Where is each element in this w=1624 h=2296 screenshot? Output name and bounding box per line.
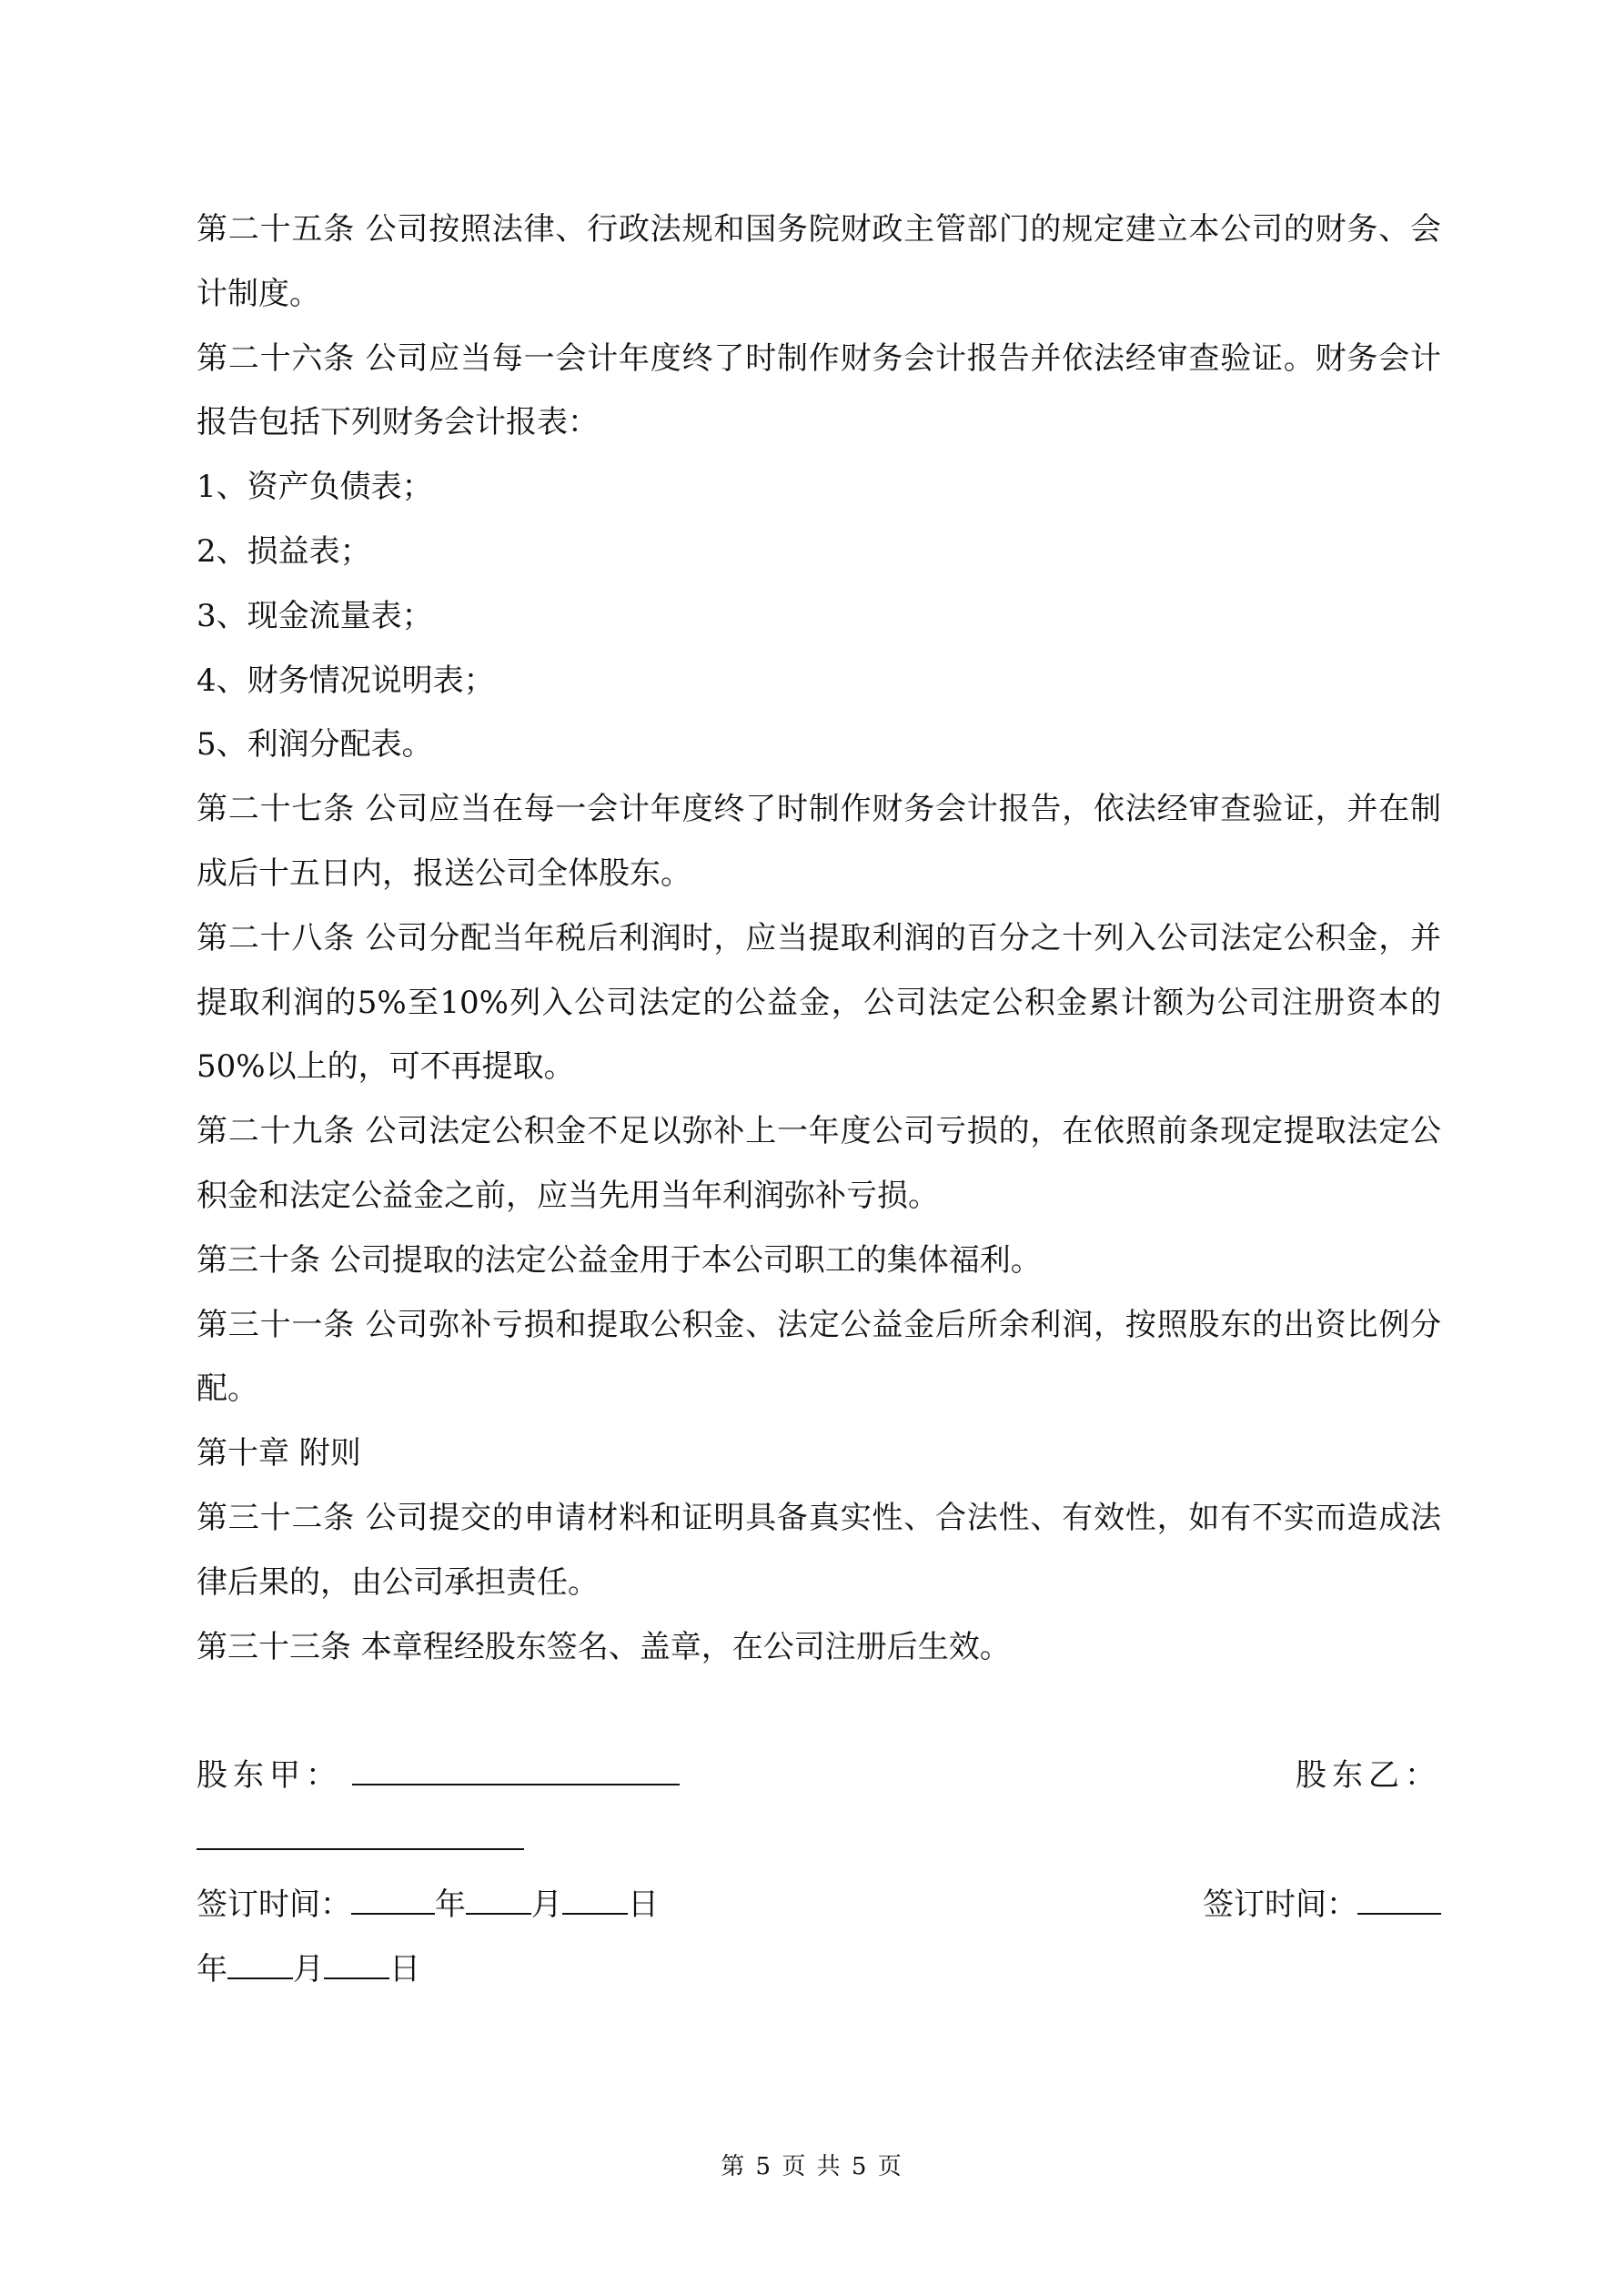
party-a-signature	[197, 1744, 680, 1808]
day-blank	[562, 1886, 628, 1915]
list-item: 5、利润分配表。	[197, 726, 433, 764]
signature-row	[197, 1744, 1441, 1808]
year-label: 年	[435, 1886, 466, 1923]
article-29: 第二十九条 公司法定公积金不足以弥补上一年度公司亏损的，在依照前条现定提取法定公积金和法定公益金之前，应当先用当年利润弥补亏损。	[197, 1113, 1441, 1214]
month-label: 月	[531, 1886, 562, 1923]
article-27: 第二十七条 公司应当在每一会计年度终了时制作财务会计报告，依法经审查验证，并在制成后十五日内，报送公司全体股东。	[197, 791, 1441, 892]
day-label: 日	[389, 1950, 420, 1988]
list-item: 2、损益表；	[197, 532, 371, 570]
year-blank	[1357, 1886, 1441, 1915]
article-26: 第二十六条 公司应当每一会计年度终了时制作财务会计报告并依法经审查验证。财务会计报告包括下列财务会计报表：	[197, 339, 1441, 441]
year-label: 年	[197, 1950, 227, 1988]
spacer	[197, 1679, 1441, 1744]
party-b-signature-line-row	[197, 1808, 1441, 1873]
sign-time-b	[1203, 1873, 1441, 1937]
list-item: 3、现金流量表；	[197, 597, 433, 634]
month-label: 月	[293, 1950, 324, 1988]
chapter-heading: 第十章 附则	[197, 1435, 361, 1472]
list-item: 4、财务情况说明表；	[197, 662, 495, 699]
day-label: 日	[628, 1886, 659, 1923]
article-33: 第三十三条 本章程经股东签名、盖章，在公司注册后生效。	[197, 1628, 1011, 1665]
year-blank	[351, 1886, 435, 1915]
day-blank	[324, 1950, 389, 1979]
month-blank	[466, 1886, 531, 1915]
article-30: 第三十条 公司提取的法定公益金用于本公司职工的集体福利。	[197, 1241, 1042, 1279]
month-blank	[227, 1950, 293, 1979]
sign-time-a	[197, 1873, 659, 1937]
sign-time-b-continued	[197, 1937, 1441, 2002]
party-b-label: 股东乙：	[1296, 1757, 1441, 1795]
document-body	[197, 197, 1441, 2001]
article-31: 第三十一条 公司弥补亏损和提取公积金、法定公益金后所余利润，按照股东的出资比例分配。	[197, 1306, 1441, 1408]
list-item: 1、资产负债表；	[197, 469, 433, 506]
party-a-signature-line	[352, 1756, 680, 1785]
sign-time-a-label: 签订时间：	[197, 1886, 351, 1923]
article-28: 第二十八条 公司分配当年税后利润时，应当提取利润的百分之十列入公司法定公积金，并提取利润的5%至10%列入公司法定的公益金，公司法定公积金累计额为公司注册资本的50%以上的，可不再提取。	[197, 919, 1441, 1086]
party-a-label: 股东甲：	[197, 1757, 342, 1795]
sign-time-row	[197, 1873, 1441, 1937]
party-b-signature-line	[197, 1821, 524, 1850]
article-25: 第二十五条 公司按照法律、行政法规和国务院财政主管部门的规定建立本公司的财务、会计制度。	[197, 211, 1441, 312]
article-32: 第三十二条 公司提交的申请材料和证明具备真实性、合法性、有效性，如有不实而造成法律后果的，由公司承担责任。	[197, 1499, 1441, 1601]
sign-time-b-label: 签订时间：	[1203, 1886, 1357, 1923]
page-number: 第 5 页 共 5 页	[721, 2153, 903, 2180]
